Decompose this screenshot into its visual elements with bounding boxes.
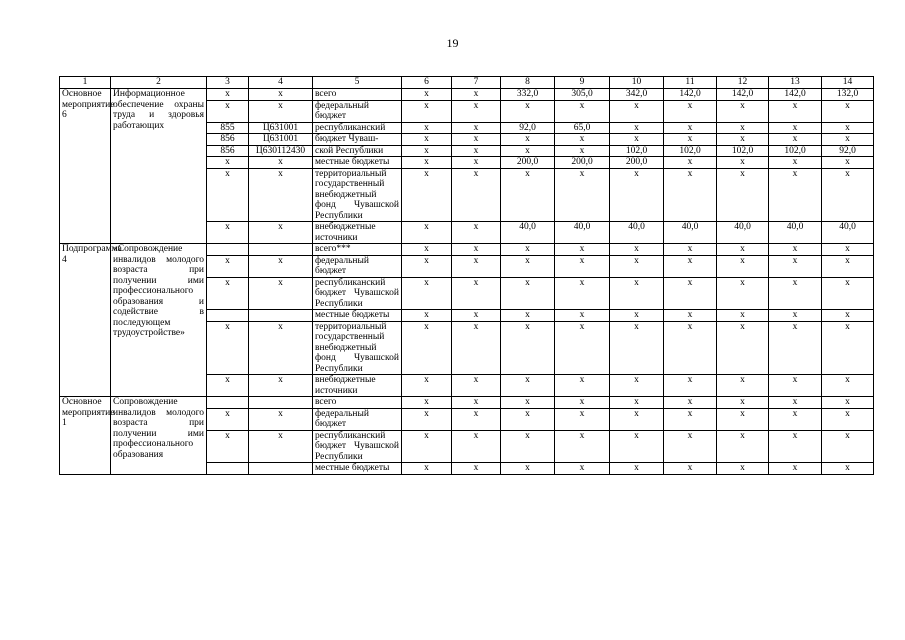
value-cell: x: [452, 222, 501, 244]
measure-type-cell: Основное мероприятие 6: [60, 89, 111, 244]
value-cell: x: [717, 408, 769, 430]
budget-code-cell: x: [207, 277, 249, 310]
value-cell: x: [822, 277, 874, 310]
value-cell: x: [769, 100, 822, 122]
value-cell: x: [501, 430, 555, 463]
value-cell: x: [664, 157, 717, 169]
value-cell: x: [717, 277, 769, 310]
value-cell: x: [501, 168, 555, 222]
value-cell: x: [610, 463, 664, 475]
table-body: [60, 89, 874, 475]
target-code-cell: x: [249, 222, 313, 244]
value-cell: x: [402, 145, 452, 157]
value-cell: x: [452, 321, 501, 375]
budget-code-cell: x: [207, 375, 249, 397]
funding-source-cell: всего***: [313, 244, 402, 256]
value-cell: x: [610, 277, 664, 310]
value-cell: x: [769, 310, 822, 322]
page-number: 19: [446, 36, 459, 50]
value-cell: x: [402, 255, 452, 277]
value-cell: x: [717, 244, 769, 256]
value-cell: x: [822, 408, 874, 430]
value-cell: 40,0: [610, 222, 664, 244]
column-header: 9: [555, 77, 610, 89]
value-cell: x: [501, 375, 555, 397]
value-cell: x: [402, 277, 452, 310]
value-cell: 332,0: [501, 89, 555, 101]
funding-source-cell: территориальный государственный внебюджетный фонд Чувашской Республики: [313, 168, 402, 222]
table-row: [60, 244, 874, 256]
budget-code-cell: 856: [207, 145, 249, 157]
value-cell: x: [452, 157, 501, 169]
value-cell: x: [402, 321, 452, 375]
value-cell: x: [452, 145, 501, 157]
value-cell: 102,0: [664, 145, 717, 157]
value-cell: x: [452, 134, 501, 146]
column-header: 10: [610, 77, 664, 89]
value-cell: x: [769, 157, 822, 169]
budget-code-cell: [207, 397, 249, 409]
value-cell: 102,0: [610, 145, 664, 157]
funding-source-cell: ской Республики: [313, 145, 402, 157]
value-cell: 40,0: [664, 222, 717, 244]
value-cell: x: [822, 122, 874, 134]
value-cell: x: [452, 122, 501, 134]
value-cell: 102,0: [769, 145, 822, 157]
value-cell: 142,0: [717, 89, 769, 101]
funding-source-cell: бюджет Чуваш-: [313, 134, 402, 146]
header-row: [60, 77, 874, 89]
value-cell: x: [555, 168, 610, 222]
value-cell: x: [610, 255, 664, 277]
funding-source-cell: внебюджетные источники: [313, 375, 402, 397]
value-cell: x: [402, 89, 452, 101]
value-cell: x: [664, 244, 717, 256]
budget-code-cell: x: [207, 100, 249, 122]
value-cell: x: [664, 397, 717, 409]
value-cell: 142,0: [664, 89, 717, 101]
target-code-cell: [249, 244, 313, 256]
value-cell: x: [769, 277, 822, 310]
value-cell: x: [610, 397, 664, 409]
funding-source-cell: федеральный бюджет: [313, 100, 402, 122]
value-cell: x: [501, 244, 555, 256]
value-cell: x: [717, 321, 769, 375]
value-cell: x: [717, 463, 769, 475]
value-cell: x: [664, 255, 717, 277]
target-code-cell: x: [249, 255, 313, 277]
value-cell: x: [610, 375, 664, 397]
target-code-cell: [249, 397, 313, 409]
value-cell: x: [501, 145, 555, 157]
value-cell: x: [610, 134, 664, 146]
value-cell: x: [610, 100, 664, 122]
value-cell: x: [402, 397, 452, 409]
value-cell: x: [555, 310, 610, 322]
column-header: 3: [207, 77, 249, 89]
value-cell: x: [402, 222, 452, 244]
funding-source-cell: республиканский бюджет Чувашской Республики: [313, 430, 402, 463]
value-cell: x: [717, 100, 769, 122]
value-cell: x: [610, 321, 664, 375]
column-header: 4: [249, 77, 313, 89]
measure-type-cell: Подпрограмма 4: [60, 244, 111, 397]
value-cell: x: [717, 122, 769, 134]
value-cell: x: [822, 375, 874, 397]
value-cell: x: [769, 134, 822, 146]
budget-code-cell: x: [207, 89, 249, 101]
value-cell: x: [664, 430, 717, 463]
value-cell: x: [664, 375, 717, 397]
value-cell: x: [822, 134, 874, 146]
target-code-cell: [249, 463, 313, 475]
value-cell: x: [717, 157, 769, 169]
value-cell: x: [664, 321, 717, 375]
value-cell: x: [501, 134, 555, 146]
target-code-cell: x: [249, 277, 313, 310]
funding-source-cell: местные бюджеты: [313, 463, 402, 475]
value-cell: x: [822, 100, 874, 122]
column-header: 1: [60, 77, 111, 89]
value-cell: x: [717, 430, 769, 463]
budget-code-cell: x: [207, 408, 249, 430]
value-cell: x: [555, 463, 610, 475]
value-cell: x: [402, 157, 452, 169]
value-cell: x: [452, 397, 501, 409]
value-cell: 200,0: [501, 157, 555, 169]
target-code-cell: x: [249, 89, 313, 101]
value-cell: 92,0: [822, 145, 874, 157]
value-cell: 342,0: [610, 89, 664, 101]
value-cell: x: [610, 408, 664, 430]
target-code-cell: Ц630112430: [249, 145, 313, 157]
value-cell: 200,0: [555, 157, 610, 169]
value-cell: x: [501, 310, 555, 322]
funding-source-cell: местные бюджеты: [313, 157, 402, 169]
value-cell: x: [610, 244, 664, 256]
value-cell: x: [452, 463, 501, 475]
value-cell: x: [664, 277, 717, 310]
value-cell: x: [717, 397, 769, 409]
value-cell: 92,0: [501, 122, 555, 134]
value-cell: x: [402, 310, 452, 322]
value-cell: x: [822, 168, 874, 222]
column-header: 14: [822, 77, 874, 89]
value-cell: x: [452, 430, 501, 463]
value-cell: x: [822, 255, 874, 277]
value-cell: x: [769, 430, 822, 463]
value-cell: x: [664, 122, 717, 134]
value-cell: x: [402, 168, 452, 222]
target-code-cell: x: [249, 157, 313, 169]
value-cell: x: [501, 463, 555, 475]
value-cell: x: [452, 408, 501, 430]
value-cell: x: [501, 100, 555, 122]
value-cell: x: [822, 310, 874, 322]
budget-code-cell: [207, 310, 249, 322]
value-cell: x: [769, 408, 822, 430]
value-cell: x: [555, 321, 610, 375]
value-cell: x: [402, 244, 452, 256]
value-cell: x: [501, 255, 555, 277]
budget-code-cell: x: [207, 157, 249, 169]
value-cell: 102,0: [717, 145, 769, 157]
budget-code-cell: [207, 463, 249, 475]
column-header: 2: [111, 77, 207, 89]
measure-name-cell: Информационное обеспечение охраны труда и здоровья работающих: [111, 89, 207, 244]
target-code-cell: x: [249, 321, 313, 375]
funding-source-cell: территориальный государственный внебюджетный фонд Чувашской Республики: [313, 321, 402, 375]
value-cell: x: [452, 255, 501, 277]
value-cell: x: [610, 122, 664, 134]
measure-name-cell: «Сопровождение инвалидов молодого возраста при получении ими профессионального образования и содействие в последующем трудоустройстве»: [111, 244, 207, 397]
column-header: 5: [313, 77, 402, 89]
value-cell: 305,0: [555, 89, 610, 101]
value-cell: 65,0: [555, 122, 610, 134]
value-cell: x: [664, 134, 717, 146]
value-cell: x: [664, 168, 717, 222]
value-cell: x: [555, 277, 610, 310]
value-cell: x: [717, 255, 769, 277]
value-cell: x: [822, 463, 874, 475]
value-cell: x: [555, 134, 610, 146]
budget-code-cell: 855: [207, 122, 249, 134]
column-header: 6: [402, 77, 452, 89]
funding-source-cell: республиканский бюджет Чувашской Республики: [313, 277, 402, 310]
target-code-cell: x: [249, 100, 313, 122]
budget-code-cell: [207, 244, 249, 256]
value-cell: x: [555, 375, 610, 397]
value-cell: x: [452, 100, 501, 122]
value-cell: x: [822, 397, 874, 409]
value-cell: x: [822, 430, 874, 463]
value-cell: x: [555, 430, 610, 463]
value-cell: x: [555, 255, 610, 277]
value-cell: x: [769, 375, 822, 397]
value-cell: x: [402, 134, 452, 146]
value-cell: 132,0: [822, 89, 874, 101]
value-cell: 200,0: [610, 157, 664, 169]
target-code-cell: Ц631001: [249, 122, 313, 134]
value-cell: x: [822, 244, 874, 256]
funding-source-cell: внебюджетные источники: [313, 222, 402, 244]
value-cell: x: [769, 463, 822, 475]
funding-source-cell: всего: [313, 89, 402, 101]
target-code-cell: x: [249, 408, 313, 430]
value-cell: x: [664, 100, 717, 122]
budget-code-cell: x: [207, 168, 249, 222]
value-cell: 40,0: [717, 222, 769, 244]
measure-type-cell: Основное мероприятие 1: [60, 397, 111, 475]
financing-table: [59, 76, 874, 475]
target-code-cell: x: [249, 430, 313, 463]
value-cell: 40,0: [501, 222, 555, 244]
funding-source-cell: местные бюджеты: [313, 310, 402, 322]
value-cell: x: [402, 122, 452, 134]
table-row: [60, 397, 874, 409]
value-cell: x: [452, 244, 501, 256]
column-header: 11: [664, 77, 717, 89]
value-cell: x: [452, 89, 501, 101]
target-code-cell: x: [249, 168, 313, 222]
value-cell: x: [769, 244, 822, 256]
value-cell: x: [452, 168, 501, 222]
value-cell: x: [555, 145, 610, 157]
value-cell: x: [769, 168, 822, 222]
funding-source-cell: федеральный бюджет: [313, 408, 402, 430]
measure-name-cell: Сопровождение инвалидов молодого возраста при получении ими профессионального образования: [111, 397, 207, 475]
value-cell: x: [402, 463, 452, 475]
value-cell: x: [664, 310, 717, 322]
column-header: 12: [717, 77, 769, 89]
funding-source-cell: федеральный бюджет: [313, 255, 402, 277]
value-cell: x: [555, 244, 610, 256]
budget-code-cell: x: [207, 430, 249, 463]
value-cell: x: [452, 310, 501, 322]
value-cell: x: [717, 375, 769, 397]
value-cell: x: [501, 277, 555, 310]
budget-code-cell: x: [207, 222, 249, 244]
value-cell: x: [555, 408, 610, 430]
column-header: 8: [501, 77, 555, 89]
value-cell: x: [610, 168, 664, 222]
value-cell: 40,0: [822, 222, 874, 244]
value-cell: x: [769, 321, 822, 375]
value-cell: x: [402, 375, 452, 397]
value-cell: x: [717, 134, 769, 146]
target-code-cell: x: [249, 375, 313, 397]
value-cell: x: [822, 321, 874, 375]
target-code-cell: Ц631001: [249, 134, 313, 146]
value-cell: x: [610, 310, 664, 322]
value-cell: 142,0: [769, 89, 822, 101]
value-cell: x: [769, 397, 822, 409]
table-row: [60, 89, 874, 101]
value-cell: x: [555, 100, 610, 122]
column-header: 13: [769, 77, 822, 89]
value-cell: x: [822, 157, 874, 169]
value-cell: x: [664, 408, 717, 430]
value-cell: x: [717, 310, 769, 322]
value-cell: x: [769, 122, 822, 134]
value-cell: 40,0: [769, 222, 822, 244]
value-cell: x: [501, 321, 555, 375]
value-cell: x: [501, 397, 555, 409]
value-cell: x: [402, 408, 452, 430]
funding-source-cell: всего: [313, 397, 402, 409]
budget-code-cell: 856: [207, 134, 249, 146]
value-cell: x: [402, 430, 452, 463]
funding-source-cell: республиканский: [313, 122, 402, 134]
value-cell: x: [452, 277, 501, 310]
value-cell: x: [555, 397, 610, 409]
value-cell: x: [402, 100, 452, 122]
value-cell: x: [664, 463, 717, 475]
value-cell: 40,0: [555, 222, 610, 244]
budget-code-cell: x: [207, 321, 249, 375]
target-code-cell: [249, 310, 313, 322]
value-cell: x: [769, 255, 822, 277]
value-cell: x: [501, 408, 555, 430]
value-cell: x: [452, 375, 501, 397]
value-cell: x: [610, 430, 664, 463]
value-cell: x: [717, 168, 769, 222]
column-header: 7: [452, 77, 501, 89]
budget-code-cell: x: [207, 255, 249, 277]
